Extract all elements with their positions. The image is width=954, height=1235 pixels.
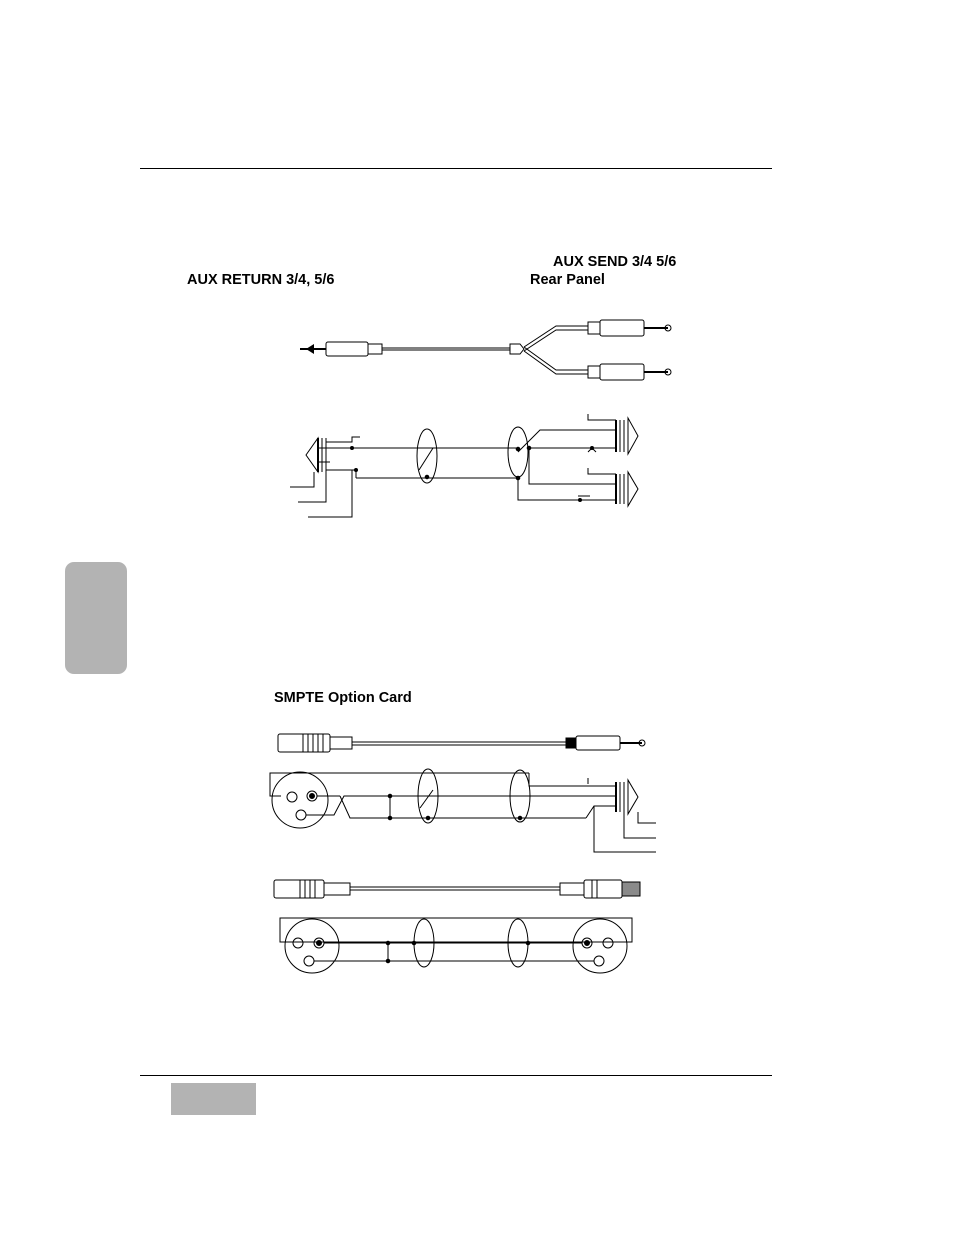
aux-return-label: AUX RETURN 3/4, 5/6 [187,272,335,288]
xlr-trs-schematic [270,769,656,852]
xlr-trs-illustration [278,734,645,752]
y-cable-schematic [290,414,638,517]
smpte-card-label: SMPTE Option Card [274,690,412,706]
rear-panel-label: Rear Panel [530,272,605,288]
aux-send-label: AUX SEND 3/4 5/6 [553,254,677,270]
y-cable-illustration [300,320,671,380]
xlr-xlr-illustration [274,880,640,898]
xlr-xlr-schematic [280,918,632,973]
